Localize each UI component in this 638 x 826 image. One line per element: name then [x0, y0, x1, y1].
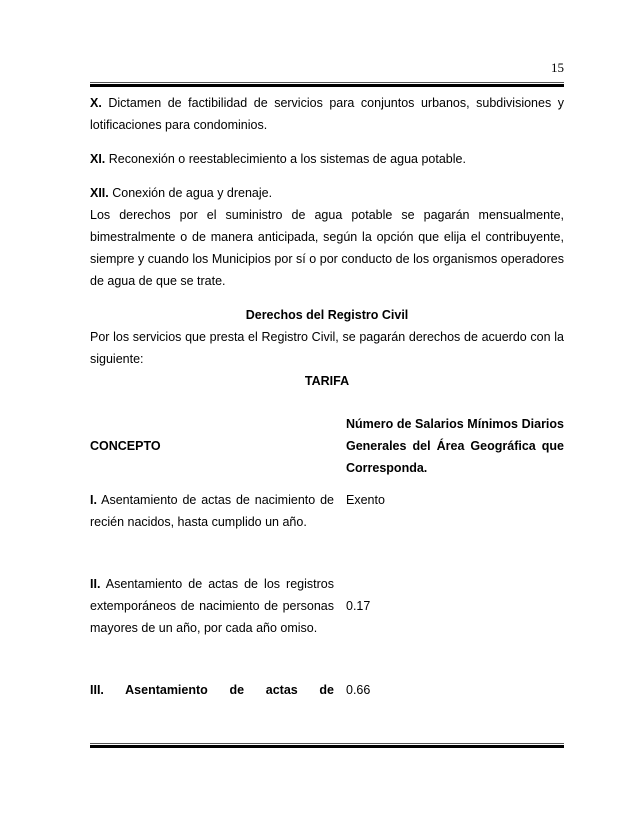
footer-rule	[90, 743, 564, 748]
header-valor: Número de Salarios Mínimos Diarios Generales del Área Geográfica que Corresponda.	[346, 417, 564, 475]
document-body	[90, 92, 564, 392]
table-header-row	[90, 413, 564, 479]
row-concepto-text: Asentamiento de actas de nacimiento de recién nacidos, hasta cumplido un año.	[90, 493, 334, 529]
row-concepto-text: Asentamiento de actas de los registros extemporáneos de nacimiento de personas mayores de un año, por cada año omiso.	[90, 577, 334, 635]
tarifa-table	[90, 413, 564, 701]
item-xi	[90, 148, 564, 170]
table-row	[90, 489, 564, 533]
row-number: I.	[90, 493, 97, 507]
row-valor: Exento	[346, 493, 385, 507]
row-number: II.	[90, 577, 101, 591]
row-concepto	[90, 679, 334, 701]
table-row	[90, 679, 564, 701]
item-text: Conexión de agua y drenaje.	[112, 186, 273, 200]
row-concepto-text: Asentamiento de actas de	[125, 683, 335, 697]
tarifa-title: TARIFA	[304, 374, 350, 388]
row-concepto	[90, 489, 334, 533]
item-x	[90, 92, 564, 136]
item-number: XI.	[90, 152, 106, 166]
header-concepto: CONCEPTO	[90, 439, 161, 453]
header-rule	[90, 82, 564, 87]
item-text: Dictamen de factibilidad de servicios para conjuntos urbanos, subdivisiones y lotificaciones para condominios.	[90, 96, 564, 132]
item-number: XII.	[90, 186, 109, 200]
row-valor: 0.66	[346, 683, 371, 697]
table-row	[90, 573, 564, 639]
row-concepto	[90, 573, 334, 639]
section-title: Derechos del Registro Civil	[245, 308, 409, 322]
section-intro: Por los servicios que presta el Registro Civil, se pagarán derechos de acuerdo con la siguiente:	[90, 330, 564, 366]
item-xii	[90, 182, 564, 204]
row-valor: 0.17	[346, 599, 371, 613]
paragraph-derechos: Los derechos por el suministro de agua potable se pagarán mensualmente, bimestralmente o de manera anticipada, según la opción que elija el contribuyente, siempre y cuando los Municipios por sí o por conducto de los organismos operadores de agua de que se trate.	[90, 208, 564, 288]
row-number: III.	[90, 683, 104, 697]
item-number: X.	[90, 96, 102, 110]
item-text: Reconexión o reestablecimiento a los sistemas de agua potable.	[108, 152, 466, 166]
page-number: 15	[551, 60, 564, 75]
